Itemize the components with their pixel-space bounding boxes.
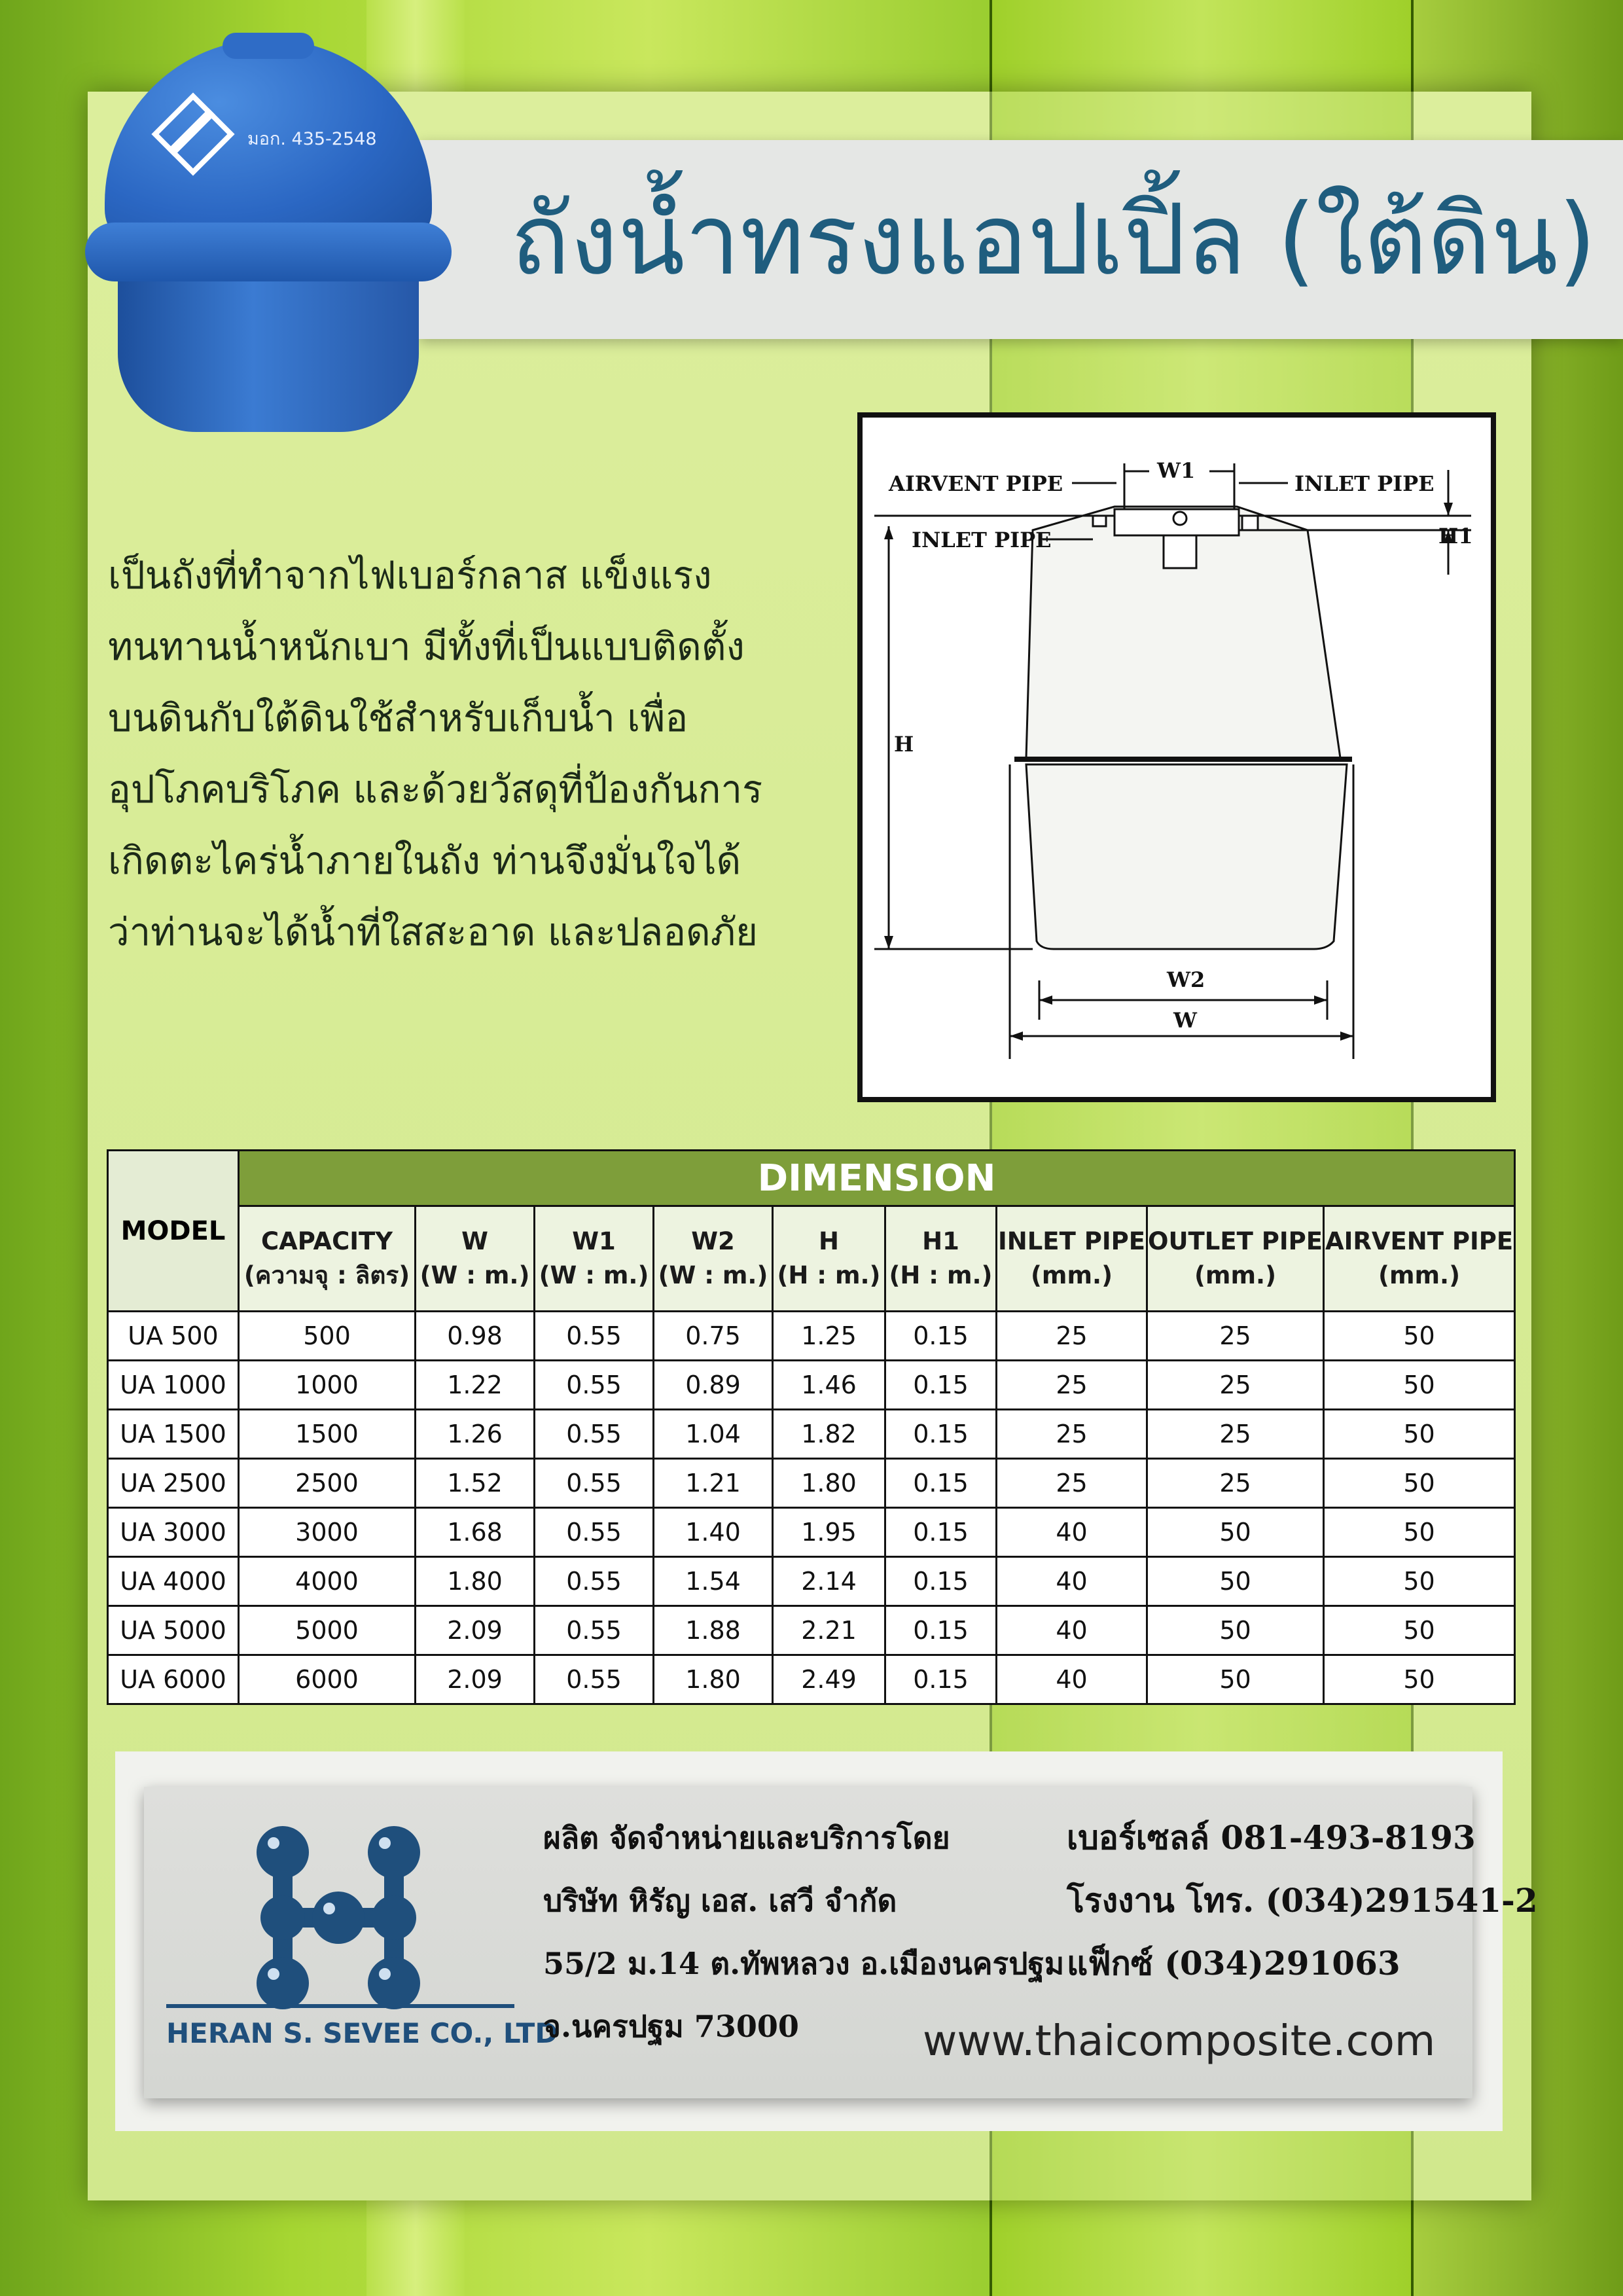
description-line: เกิดตะไคร่น้ำภายในถัง ท่านจึงมั่นใจได้ bbox=[108, 838, 741, 883]
description-line: ทนทานน้ำหนักเบา มีทั้งที่เป็นแบบติดตั้ง bbox=[108, 624, 745, 669]
table-body bbox=[108, 1312, 1515, 1704]
table-cell: 1.52 bbox=[416, 1459, 535, 1508]
table-cell: 25 bbox=[997, 1361, 1147, 1410]
table-cell: 1.40 bbox=[654, 1508, 773, 1557]
column-header-unit: (ความจุ : ลิตร) bbox=[243, 1261, 410, 1289]
table-cell: 2500 bbox=[239, 1459, 416, 1508]
table-cell: 1.80 bbox=[416, 1557, 535, 1606]
column-header-title: CAPACITY bbox=[260, 1227, 393, 1255]
table-cell: 4000 bbox=[239, 1557, 416, 1606]
table-cell: 25 bbox=[1147, 1459, 1324, 1508]
table-cell: 25 bbox=[997, 1312, 1147, 1361]
table-cell: 6000 bbox=[239, 1655, 416, 1704]
table-cell: 1.04 bbox=[654, 1410, 773, 1459]
h1-label: H1 bbox=[1438, 524, 1473, 548]
model-cell: UA 500 bbox=[108, 1312, 239, 1361]
table-cell: 1.68 bbox=[416, 1508, 535, 1557]
table-cell: 25 bbox=[997, 1459, 1147, 1508]
table-cell: 1.88 bbox=[654, 1606, 773, 1655]
table-cell: 1.95 bbox=[773, 1508, 885, 1557]
table-cell: 50 bbox=[1324, 1410, 1515, 1459]
model-cell: UA 1000 bbox=[108, 1361, 239, 1410]
table-cell: 0.55 bbox=[535, 1655, 654, 1704]
table-cell: 0.15 bbox=[885, 1312, 997, 1361]
table-row bbox=[108, 1557, 1515, 1606]
table-cell: 50 bbox=[1324, 1606, 1515, 1655]
table-cell: 50 bbox=[1324, 1312, 1515, 1361]
table-cell: 0.55 bbox=[535, 1410, 654, 1459]
table-cell: 0.15 bbox=[885, 1655, 997, 1704]
dimension-header: DIMENSION bbox=[239, 1151, 1515, 1206]
inlet-pipe-top-label: INLET PIPE bbox=[1294, 471, 1435, 496]
table-row bbox=[108, 1508, 1515, 1557]
model-cell: UA 4000 bbox=[108, 1557, 239, 1606]
tank-ring bbox=[85, 223, 452, 281]
column-header bbox=[654, 1206, 773, 1312]
diagram-drawing bbox=[863, 418, 1491, 1097]
fax-number: แฟ็กซ์ (034)291063 bbox=[1067, 1944, 1400, 1982]
table-cell: 0.55 bbox=[535, 1606, 654, 1655]
table-cell: 1.46 bbox=[773, 1361, 885, 1410]
model-cell: UA 1500 bbox=[108, 1410, 239, 1459]
model-cell: UA 5000 bbox=[108, 1606, 239, 1655]
dimension-table bbox=[107, 1149, 1514, 1705]
tank-image bbox=[79, 26, 458, 432]
table-row bbox=[108, 1410, 1515, 1459]
table-row bbox=[108, 1312, 1515, 1361]
column-header-unit: (mm.) bbox=[1194, 1261, 1276, 1289]
table-cell: 0.15 bbox=[885, 1361, 997, 1410]
address-line: บริษัท หิรัญ เอส. เสวี จำกัด bbox=[543, 1883, 897, 1918]
description-line: ว่าท่านจะได้น้ำที่ใสสะอาด และปลอดภัย bbox=[108, 910, 758, 954]
table-cell: 50 bbox=[1147, 1655, 1324, 1704]
table-cell: 1.80 bbox=[654, 1655, 773, 1704]
table-cell: 0.15 bbox=[885, 1410, 997, 1459]
h-label: H bbox=[894, 732, 914, 757]
table-cell: 25 bbox=[1147, 1410, 1324, 1459]
column-header-unit: (W : m.) bbox=[539, 1261, 649, 1289]
table-cell: 1.25 bbox=[773, 1312, 885, 1361]
table-cell: 0.55 bbox=[535, 1312, 654, 1361]
table-cell: 1.82 bbox=[773, 1410, 885, 1459]
table-cell: 0.75 bbox=[654, 1312, 773, 1361]
table-cell: 0.15 bbox=[885, 1508, 997, 1557]
column-header-title: W2 bbox=[691, 1227, 735, 1255]
table-cell: 2.09 bbox=[416, 1655, 535, 1704]
column-header bbox=[997, 1206, 1147, 1312]
column-header-unit: (mm.) bbox=[1378, 1261, 1461, 1289]
column-header-title: W1 bbox=[572, 1227, 616, 1255]
column-header-title: H1 bbox=[922, 1227, 959, 1255]
table-cell: 1.80 bbox=[773, 1459, 885, 1508]
table-cell: 50 bbox=[1324, 1459, 1515, 1508]
company-name: HERAN S. SEVEE CO., LTD bbox=[166, 2004, 514, 2049]
model-cell: UA 2500 bbox=[108, 1459, 239, 1508]
description-line: บนดินกับใต้ดินใช้สำหรับเก็บน้ำ เพื่อ bbox=[108, 696, 688, 740]
column-header-row bbox=[108, 1206, 1515, 1312]
tank-dimension-diagram bbox=[857, 412, 1496, 1102]
column-header-title: H bbox=[819, 1227, 839, 1255]
table-cell: 0.55 bbox=[535, 1557, 654, 1606]
column-header bbox=[416, 1206, 535, 1312]
w1-label: W1 bbox=[1157, 458, 1196, 483]
mobile-number: เบอร์เซลล์ 081-493-8193 bbox=[1067, 1818, 1476, 1857]
table-row bbox=[108, 1361, 1515, 1410]
column-header bbox=[239, 1206, 416, 1312]
address-line: 55/2 ม.14 ต.ทัพหลวง อ.เมืองนครปฐม bbox=[543, 1946, 1065, 1981]
table-cell: 40 bbox=[997, 1557, 1147, 1606]
column-header-unit: (mm.) bbox=[1031, 1261, 1113, 1289]
table-row bbox=[108, 1459, 1515, 1508]
table-cell: 500 bbox=[239, 1312, 416, 1361]
table-cell: 0.15 bbox=[885, 1557, 997, 1606]
table-cell: 1.26 bbox=[416, 1410, 535, 1459]
inlet-pipe-left-label: INLET PIPE bbox=[912, 528, 1052, 552]
table-cell: 40 bbox=[997, 1508, 1147, 1557]
table-row bbox=[108, 1606, 1515, 1655]
column-header-title: AIRVENT PIPE bbox=[1325, 1227, 1514, 1255]
column-header bbox=[885, 1206, 997, 1312]
standard-mark: มอก. 435-2548 bbox=[247, 129, 377, 149]
column-header-unit: (W : m.) bbox=[419, 1261, 530, 1289]
table-cell: 50 bbox=[1324, 1557, 1515, 1606]
table-cell: 1000 bbox=[239, 1361, 416, 1410]
column-header-unit: (W : m.) bbox=[658, 1261, 768, 1289]
table-cell: 1.22 bbox=[416, 1361, 535, 1410]
table-cell: 50 bbox=[1147, 1606, 1324, 1655]
table-cell: 2.14 bbox=[773, 1557, 885, 1606]
table-row bbox=[108, 1655, 1515, 1704]
column-header bbox=[1147, 1206, 1324, 1312]
model-cell: UA 3000 bbox=[108, 1508, 239, 1557]
table-cell: 2.21 bbox=[773, 1606, 885, 1655]
table-cell: 25 bbox=[997, 1410, 1147, 1459]
table-cell: 50 bbox=[1147, 1508, 1324, 1557]
tank-body bbox=[118, 268, 419, 432]
table-cell: 0.98 bbox=[416, 1312, 535, 1361]
table-cell: 1500 bbox=[239, 1410, 416, 1459]
column-header-title: INLET PIPE bbox=[998, 1227, 1145, 1255]
factory-phone: โรงงาน โทร. (034)291541-2 bbox=[1067, 1881, 1538, 1920]
table-cell: 0.55 bbox=[535, 1459, 654, 1508]
airvent-pipe-label: AIRVENT PIPE bbox=[889, 471, 1063, 496]
table-cell: 50 bbox=[1324, 1361, 1515, 1410]
column-header-unit: (H : m.) bbox=[889, 1261, 993, 1289]
table-cell: 40 bbox=[997, 1606, 1147, 1655]
model-cell: UA 6000 bbox=[108, 1655, 239, 1704]
table-cell: 1.54 bbox=[654, 1557, 773, 1606]
model-header: MODEL bbox=[108, 1151, 239, 1312]
website-link[interactable]: www.thaicomposite.com bbox=[923, 2017, 1436, 2066]
w-label: W bbox=[1173, 1008, 1197, 1033]
table-cell: 50 bbox=[1324, 1655, 1515, 1704]
table-cell: 50 bbox=[1324, 1508, 1515, 1557]
table-cell: 25 bbox=[1147, 1361, 1324, 1410]
column-header-unit: (H : m.) bbox=[777, 1261, 881, 1289]
table-cell: 1.21 bbox=[654, 1459, 773, 1508]
product-description bbox=[108, 540, 880, 968]
table-cell: 2.49 bbox=[773, 1655, 885, 1704]
table-cell: 5000 bbox=[239, 1606, 416, 1655]
column-header-title: W bbox=[461, 1227, 488, 1255]
column-header bbox=[1324, 1206, 1515, 1312]
table-cell: 40 bbox=[997, 1655, 1147, 1704]
address-line: จ.นครปฐม 73000 bbox=[543, 2009, 799, 2044]
company-contacts bbox=[1067, 1806, 1538, 1995]
table-cell: 0.55 bbox=[535, 1508, 654, 1557]
table-cell: 50 bbox=[1147, 1557, 1324, 1606]
tank-lid bbox=[223, 33, 314, 59]
column-header-title: OUTLET PIPE bbox=[1148, 1227, 1323, 1255]
table-cell: 0.89 bbox=[654, 1361, 773, 1410]
table-cell: 0.15 bbox=[885, 1606, 997, 1655]
description-line: อุปโภคบริโภค และด้วยวัสดุที่ป้องกันการ bbox=[108, 767, 763, 812]
table-cell: 0.15 bbox=[885, 1459, 997, 1508]
column-header bbox=[535, 1206, 654, 1312]
page-title: ถังน้ำทรงแอปเปิ้ล (ใต้ดิน) bbox=[510, 183, 1597, 297]
w2-label: W2 bbox=[1167, 967, 1205, 992]
table-cell: 0.55 bbox=[535, 1361, 654, 1410]
address-line: ผลิต จัดจำหน่ายและบริการโดย bbox=[543, 1820, 950, 1856]
column-header bbox=[773, 1206, 885, 1312]
table-cell: 3000 bbox=[239, 1508, 416, 1557]
description-line: เป็นถังที่ทำจากไฟเบอร์กลาส แข็งแรง bbox=[108, 553, 712, 598]
company-h-logo-icon bbox=[257, 1826, 427, 2016]
table-cell: 25 bbox=[1147, 1312, 1324, 1361]
table-cell: 2.09 bbox=[416, 1606, 535, 1655]
